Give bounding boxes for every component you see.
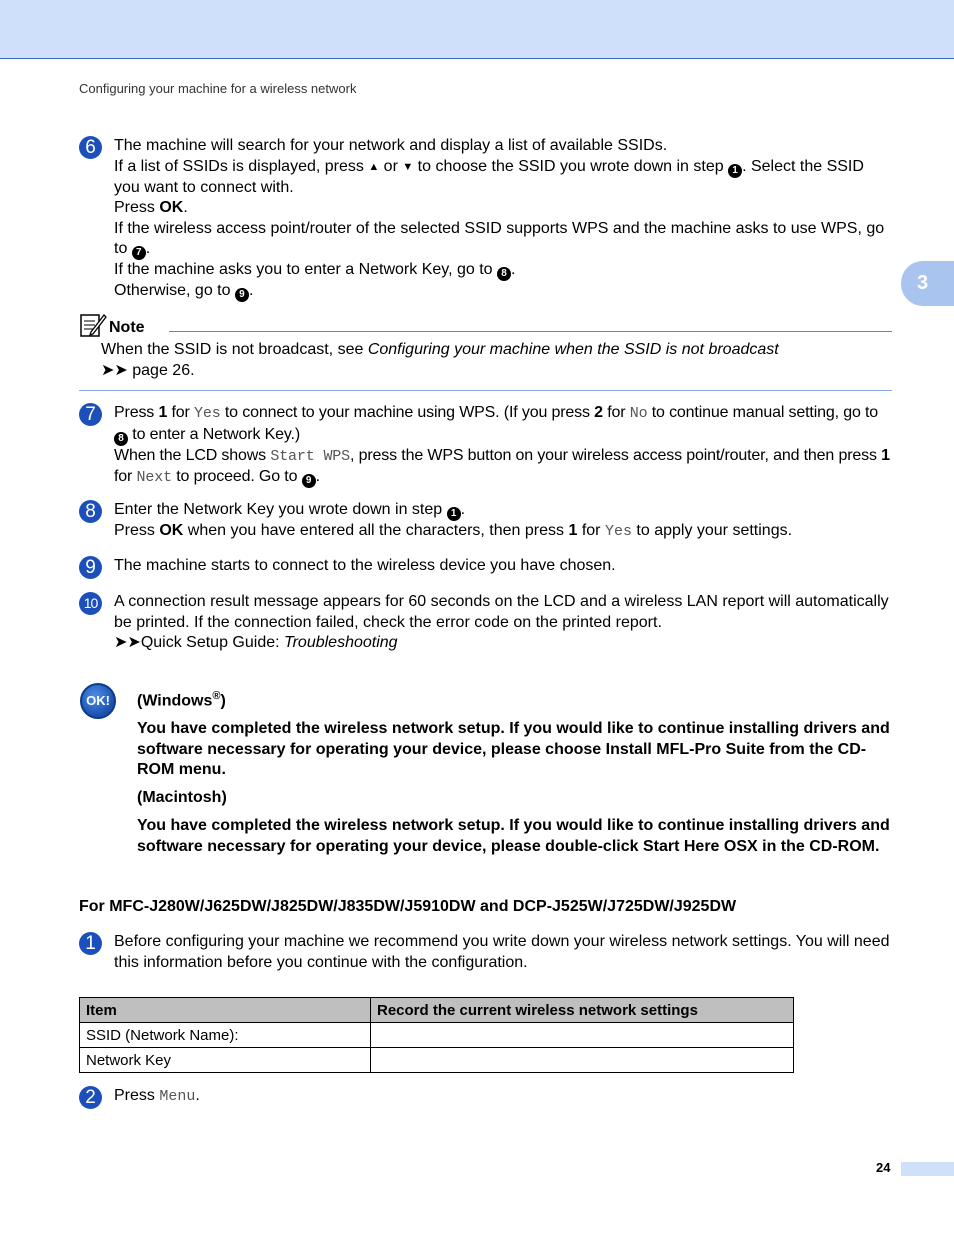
header-bar — [0, 0, 954, 59]
step-number: 9 — [79, 556, 102, 579]
step-text: If the wireless access point/router of the selected SSID supports WPS and the machine asks to use WPS, go to 7 . — [114, 219, 885, 258]
note-text: When the SSID is not broadcast, see Configuring your machine when the SSID is not broadcast ➤➤ page 26. — [101, 341, 779, 379]
note-header — [79, 312, 145, 338]
step-ref: 8 — [114, 432, 128, 446]
step-10 — [79, 592, 894, 654]
step-text: ➤➤Quick Setup Guide: Troubleshooting — [114, 634, 398, 651]
step-8 — [79, 500, 894, 543]
chapter-tab: 3 — [901, 261, 954, 306]
note-divider — [169, 331, 892, 332]
table-cell: Network Key — [80, 1048, 371, 1073]
table-cell: SSID (Network Name): — [80, 1023, 371, 1048]
step-text: Enter the Network Key you wrote down in step 1 . — [114, 501, 466, 519]
table-header: Record the current wireless network settings — [371, 998, 794, 1023]
running-title: Configuring your machine for a wireless network — [79, 81, 357, 96]
table-row — [80, 1023, 794, 1048]
step-number: 1 — [79, 932, 102, 955]
step-number: 10 — [79, 592, 102, 615]
step-body — [114, 136, 894, 302]
table-header: Item — [80, 998, 371, 1023]
step-text: If a list of SSIDs is displayed, press ▲ or ▼ to choose the SSID you wrote down in step 1 . Select the SSID you want to connect with. — [114, 157, 864, 196]
step-1 — [79, 932, 894, 973]
step-text: When the LCD shows Start WPS, press the WPS button on your wireless access point/router, and then press 1 for Next to proceed. Go to 9 . — [114, 446, 890, 486]
step-ref: 8 — [497, 267, 511, 281]
page-number: 24 — [876, 1160, 891, 1175]
step-2 — [79, 1086, 894, 1108]
step-7 — [79, 403, 894, 489]
step-text: Otherwise, go to 9 . — [114, 282, 254, 300]
mac-title: (Macintosh) — [137, 789, 227, 807]
step-number: 7 — [79, 403, 102, 426]
step-text: Press OK. — [114, 199, 188, 216]
completion-message — [137, 686, 897, 865]
step-text: Press OK when you have entered all the characters, then press 1 for Yes to apply your settings. — [114, 522, 793, 540]
table-cell — [371, 1048, 794, 1073]
step-ref: 1 — [447, 507, 461, 521]
step-text: The machine starts to connect to the wireless device you have chosen. — [114, 557, 616, 574]
step-text: If the machine asks you to enter a Network Key, go to 8 . — [114, 261, 516, 279]
step-9 — [79, 556, 894, 577]
step-ref: 7 — [132, 246, 146, 260]
page-number-bar — [901, 1162, 954, 1176]
step-ref: 1 — [728, 164, 742, 178]
arrows-icon: ➤➤ — [114, 634, 141, 651]
arrows-icon: ➤➤ — [101, 361, 128, 379]
step-ref: 9 — [302, 474, 316, 488]
step-text: Press Menu. — [114, 1087, 200, 1105]
step-text: A connection result message appears for 60 seconds on the LCD and a wireless LAN report will automatically be printed. If the connection failed, check the error code on the printed report. — [114, 593, 889, 631]
table-header-row — [80, 998, 794, 1023]
table-row — [80, 1048, 794, 1073]
note-pencil-icon — [79, 312, 107, 338]
settings-table — [79, 997, 794, 1073]
up-arrow-icon: ▲ — [368, 160, 380, 173]
note-bottom-rule — [79, 390, 892, 391]
step-number: 2 — [79, 1086, 102, 1109]
note-title: Note — [109, 319, 145, 336]
step-body — [114, 592, 894, 654]
table-cell — [371, 1023, 794, 1048]
step-number: 6 — [79, 136, 102, 159]
down-arrow-icon: ▼ — [402, 160, 414, 173]
section-heading: For MFC-J280W/J625DW/J825DW/J835DW/J5910DW and DCP-J525W/J725DW/J925DW — [79, 898, 737, 915]
windows-text: You have completed the wireless network setup. If you would like to continue installing drivers and software necessary for operating your device, please choose Install MFL-Pro Suite from the CD-ROM menu. — [137, 720, 890, 779]
ok-badge-icon: OK! — [80, 683, 116, 719]
step-number: 8 — [79, 500, 102, 523]
step-text: Press 1 for Yes to connect to your machine using WPS. (If you press 2 for No to continue manual setting, go to 8 to enter a Network Key.) — [114, 404, 879, 444]
step-6 — [79, 136, 894, 302]
step-body — [114, 500, 894, 543]
step-text: Before configuring your machine we recommend you write down your wireless network settings. You will need this information before you continue with the configuration. — [114, 933, 890, 971]
mac-text: You have completed the wireless network setup. If you would like to continue installing drivers and software necessary for operating your device, please double-click Start Here OSX in the CD-ROM. — [137, 817, 890, 855]
step-text: The machine will search for your network and display a list of available SSIDs. — [114, 137, 668, 154]
step-ref: 9 — [235, 288, 249, 302]
step-body — [114, 403, 894, 489]
windows-title: (Windows®) — [137, 690, 226, 710]
